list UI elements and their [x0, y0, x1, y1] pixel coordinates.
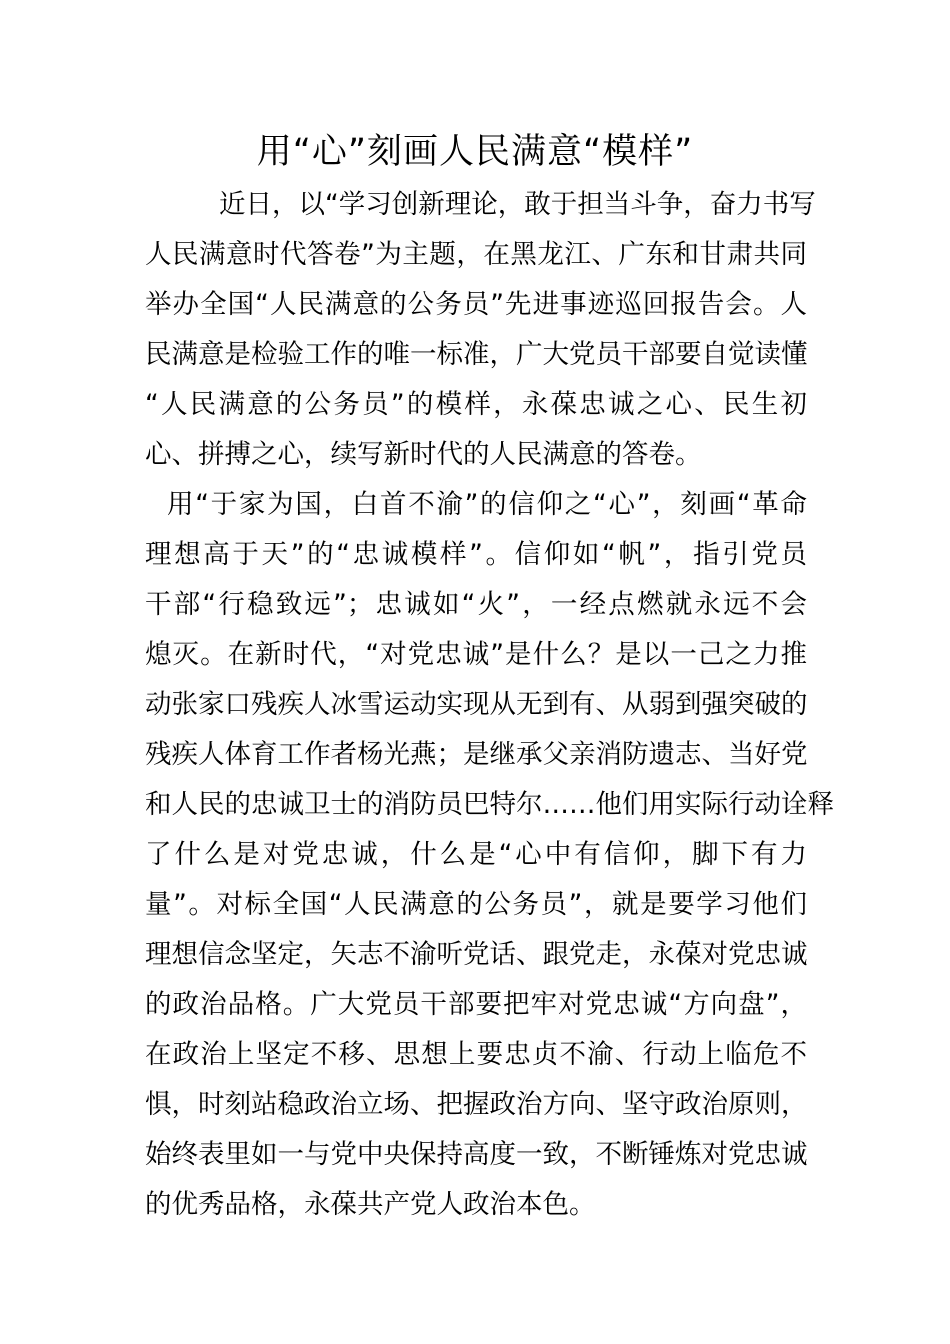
- paragraph-line: 量”。对标全国“人民满意的公务员”，就是要学习他们: [145, 889, 807, 920]
- paragraph-line: 近日，以“学习创新理论，敢于担当斗争，奋力书写: [219, 189, 816, 220]
- paragraph-line: 理想高于天”的“忠诚模样”。信仰如“帆”，指引党员: [145, 539, 807, 570]
- paragraph-line: 残疾人体育工作者杨光燕；是继承父亲消防遗志、当好党: [145, 739, 808, 770]
- paragraph-line: 始终表里如一与党中央保持高度一致，不断锤炼对党忠诚: [145, 1139, 808, 1170]
- paragraph-line: 用“于家为国，白首不渝”的信仰之“心”，刻画“革命: [167, 489, 807, 520]
- paragraph-line: 在政治上坚定不移、思想上要忠贞不渝、行动上临危不: [145, 1039, 807, 1070]
- article-title: 用“心”刻画人民满意“模样”: [256, 132, 694, 172]
- paragraph-line: 和人民的忠诚卫士的消防员巴特尔……他们用实际行动诠释: [145, 789, 834, 820]
- paragraph-line: 惧，时刻站稳政治立场、把握政治方向、坚守政治原则，: [145, 1089, 808, 1120]
- paragraph-line: “人民满意的公务员”的模样，永葆忠诚之心、民生初: [145, 389, 807, 420]
- paragraph-1: [145, 180, 816, 480]
- paragraph-line: 的优秀品格，永葆共产党人政治本色。: [145, 1189, 596, 1220]
- paragraph-2: [145, 480, 834, 1230]
- paragraph-line: 理想信念坚定，矢志不渝听党话、跟党走，永葆对党忠诚: [145, 939, 808, 970]
- paragraph-line: 了什么是对党忠诚，什么是“心中有信仰，脚下有力: [145, 839, 807, 870]
- paragraph-line: 民满意是检验工作的唯一标准，广大党员干部要自觉读懂: [145, 339, 808, 370]
- paragraph-line: 举办全国“人民满意的公务员”先进事迹巡回报告会。人: [145, 289, 807, 320]
- paragraph-line: 动张家口残疾人冰雪运动实现从无到有、从弱到强突破的: [145, 689, 808, 720]
- paragraph-line: 人民满意时代答卷”为主题，在黑龙江、广东和甘肃共同: [145, 239, 807, 270]
- paragraph-line: 心、拼搏之心，续写新时代的人民满意的答卷。: [145, 439, 702, 470]
- paragraph-line: 干部“行稳致远”；忠诚如“火”，一经点燃就永远不会: [145, 589, 807, 620]
- article-body: [145, 180, 834, 1230]
- paragraph-line: 熄灭。在新时代，“对党忠诚”是什么？是以一己之力推: [145, 639, 807, 670]
- paragraph-line: 的政治品格。广大党员干部要把牢对党忠诚“方向盘”，: [145, 989, 807, 1020]
